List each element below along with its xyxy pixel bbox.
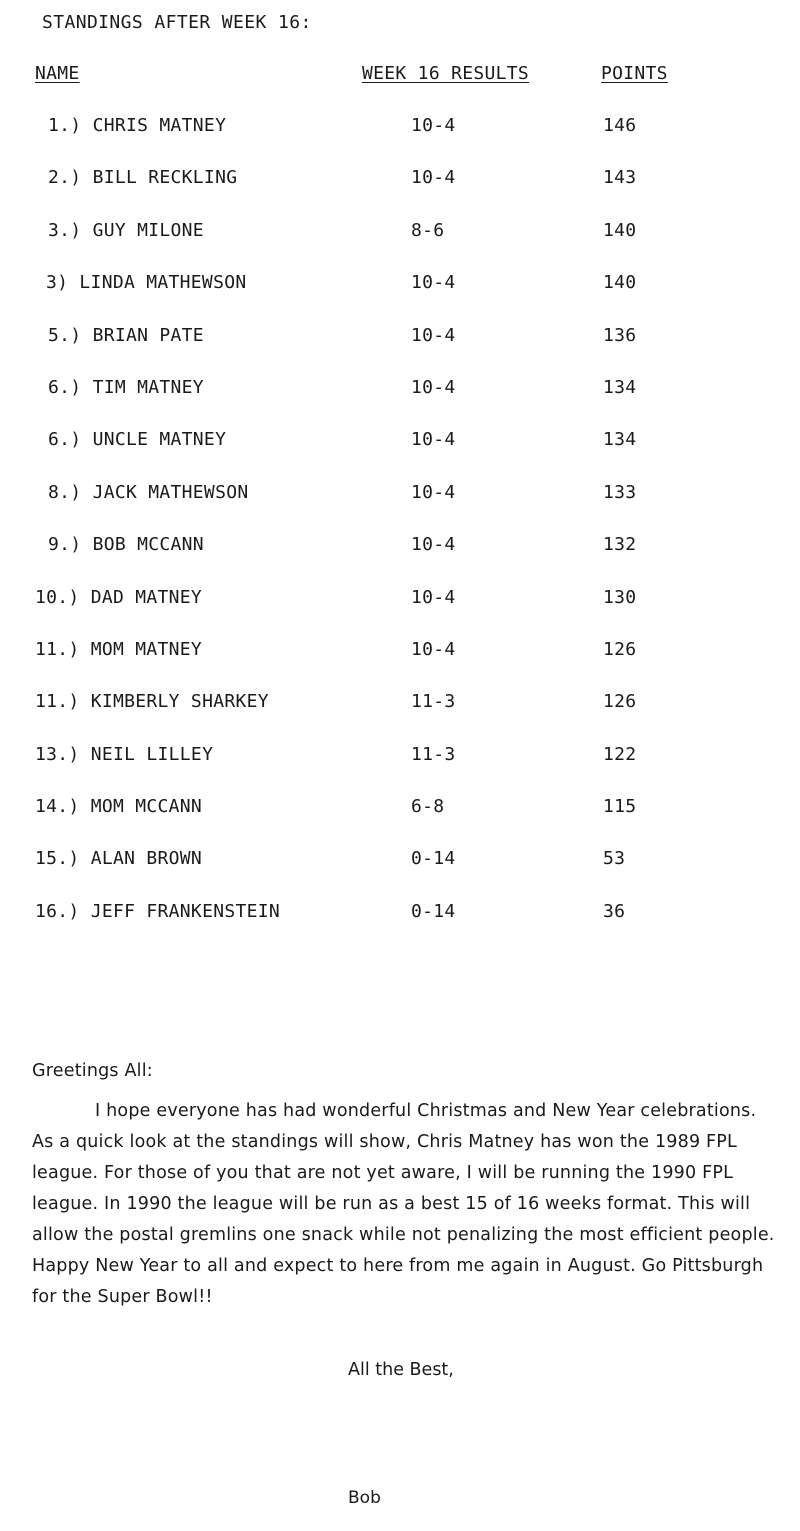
standing-points: 133 [603,481,637,503]
standing-points: 126 [603,691,637,713]
standing-result: 10-4 [411,481,456,503]
standing-rank: 6.) [48,376,82,398]
standing-name [48,220,204,241]
table-row [0,270,800,322]
standing-result: 8-6 [411,219,445,241]
standing-player: LINDA MATHEWSON [79,272,247,294]
standing-name [48,115,226,136]
standing-result: 10-4 [411,167,456,189]
standing-rank: 1.) [48,115,82,136]
standing-name [35,691,269,712]
standing-name [35,848,202,869]
table-row [0,165,800,217]
standing-rank: 16.) [35,900,80,922]
table-row [0,113,800,165]
standing-rank: 14.) [35,796,80,818]
standing-rank: 11.) [35,691,80,713]
standing-result: 0-14 [411,848,456,870]
table-row [0,218,800,270]
standing-player: DAD MATNEY [90,586,203,608]
standing-points: 146 [603,115,637,136]
table-row [0,375,800,427]
page-title: STANDINGS AFTER WEEK 16: [42,12,312,33]
letter-body: I hope everyone has had wonderful Christmas and New Year celebrations. As a quick look at the standings will show, Chris Matney has won the 1989 FPL league. For those of you that are not yet aware, I will be running the 1990 FPL league. In 1990 the league will be run as a best 15 of 16 weeks format. This will allow the postal gremlins one snack while not penalizing the most efficient people. Happy New Year to all and expect to here from me again in August. Go Pittsburgh for the Super Bowl!! [32,1101,775,1307]
standing-name [48,429,226,450]
standing-rank: 9.) [48,534,82,556]
standing-player: UNCLE MATNEY [92,429,227,451]
standing-player: GUY MILONE [92,219,204,241]
standing-rank: 5.) [48,324,82,346]
standing-player: BOB MCCANN [92,534,204,556]
standing-points: 126 [603,638,637,660]
standing-player: BRIAN PATE [92,324,204,346]
table-row [0,794,800,846]
standing-result: 10-4 [411,324,456,346]
standing-result: 11-3 [411,743,456,765]
standing-player: NEIL LILLEY [90,743,214,765]
standing-player: BILL RECKLING [92,167,238,189]
standing-result: 10-4 [411,272,456,294]
letter [32,1056,780,1313]
standing-rank: 6.) [48,429,82,451]
standing-points: 134 [603,376,637,398]
standing-result: 10-4 [411,115,456,136]
standing-player: CHRIS MATNEY [92,115,227,136]
table-row [0,323,800,375]
standing-result: 10-4 [411,429,456,451]
standing-name [35,639,202,660]
standing-points: 132 [603,534,637,556]
standing-player: ALAN BROWN [90,848,203,870]
standing-result: 10-4 [411,586,456,608]
standing-name [48,482,248,503]
standing-result: 10-4 [411,534,456,556]
column-header-name: NAME [35,63,80,84]
column-header-results: WEEK 16 RESULTS [362,63,530,84]
standing-rank: 3.) [48,219,82,241]
standing-player: JEFF FRANKENSTEIN [90,900,281,922]
standing-points: 122 [603,743,637,765]
standing-rank: 10.) [35,586,80,608]
standing-result: 0-14 [411,900,456,922]
table-row [0,742,800,794]
standing-result: 6-8 [411,796,445,818]
letter-greeting: Greetings All: [32,1061,153,1081]
standing-rank: 3) [46,272,69,294]
standing-points: 115 [603,796,637,818]
table-row [0,637,800,689]
standing-player: JACK MATHEWSON [92,481,249,503]
table-row [0,689,800,741]
standing-name [48,167,237,188]
standing-result: 10-4 [411,376,456,398]
standing-rank: 8.) [48,481,82,503]
standing-rank: 11.) [35,638,80,660]
standing-name [35,901,280,922]
standing-points: 143 [603,167,637,189]
standing-points: 136 [603,324,637,346]
standing-player: TIM MATNEY [92,376,204,398]
standing-name [35,796,202,817]
standing-name [48,377,204,398]
standing-name [48,325,204,346]
standing-name [35,744,213,765]
standing-player: MOM MCCANN [90,796,203,818]
table-row [0,846,800,898]
letter-signature: Bob [348,1488,381,1508]
standing-points: 134 [603,429,637,451]
letter-closing: All the Best, [348,1360,454,1380]
table-row [0,532,800,584]
standing-rank: 13.) [35,743,80,765]
standing-points: 53 [603,848,626,870]
table-row [0,427,800,479]
standings-table [0,113,800,951]
standing-points: 130 [603,586,637,608]
standing-name [46,272,246,293]
standing-player: MOM MATNEY [90,638,203,660]
standing-name [35,587,202,608]
standing-points: 140 [603,272,637,294]
table-row [0,899,800,951]
standing-player: KIMBERLY SHARKEY [90,691,269,713]
standing-points: 140 [603,219,637,241]
column-header-points: POINTS [601,63,668,84]
standing-points: 36 [603,900,626,922]
standing-rank: 2.) [48,167,82,189]
standing-result: 11-3 [411,691,456,713]
table-row [0,585,800,637]
standing-result: 10-4 [411,638,456,660]
standing-name [48,534,204,555]
standing-rank: 15.) [35,848,80,870]
table-row [0,480,800,532]
